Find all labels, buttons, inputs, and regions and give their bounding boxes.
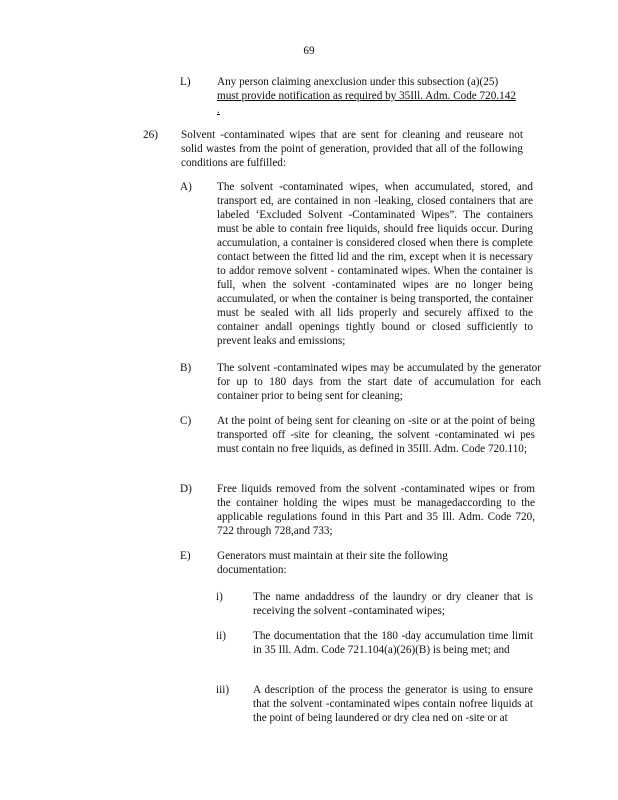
subsection-e-ii-label: ii)	[216, 630, 226, 642]
subsection-l-text-amended: must provide notification as required by 35Ill. Adm. Code 720.142 .	[217, 90, 516, 116]
subsection-a-text: The solvent -contaminated wipes, when accumulated, stored, and transport ed, are contained in non -leaking, closed containers that are labeled ‘Excluded Solvent -Contaminated Wipes”. The containers must be able to contain free liquids, should free liquids occur. During accumulation, a container is considered closed when there is complete contact between the fitted lid and the rim, except when it is necessary to addor remove solvent - contaminated wipes. When the container is full, when the solvent -contaminated wipes are no longer being accumulated, or when the container is being transported, the container must be sealed with all lids properly and securely affixed to the container andall openings tightly bound or closed sufficiently to prevent leaks and emissions;	[217, 181, 533, 347]
subsection-e-ii	[216, 629, 536, 673]
subsection-a	[180, 180, 540, 350]
subsection-e-label: E)	[180, 550, 191, 562]
subsection-d-text: Free liquids removed from the solvent -contaminated wipes or from the container holding the wipes must be managedaccording to the applicable regulations found in this Part and 35 Ill. Adm. Code 720, 722 through 728,and 733;	[217, 483, 535, 537]
subsection-d	[180, 482, 540, 540]
subsection-c	[180, 414, 540, 472]
subsection-26-text: Solvent -contaminated wipes that are sent for cleaning and reuseare not solid wastes from the point of generation, provided that all of the following conditions are fulfilled:	[181, 129, 523, 169]
subsection-b	[180, 361, 543, 405]
subsection-26	[143, 128, 528, 172]
subsection-l-text	[217, 75, 517, 117]
subsection-e	[180, 549, 480, 579]
subsection-c-text: At the point of being sent for cleaning on -site or at the point of being transported off -site for cleaning, the solvent -contaminated wi pes must contain no free liquids, as defined in 35Ill. Adm. Code 720.110;	[217, 415, 535, 455]
subsection-e-iii	[216, 683, 536, 727]
page-number: 69	[303, 45, 315, 57]
subsection-d-label: D)	[180, 483, 192, 495]
subsection-e-i-label: i)	[216, 591, 223, 603]
subsection-b-label: B)	[180, 362, 192, 374]
subsection-a-label: A)	[180, 181, 192, 193]
subsection-l-label: L)	[180, 76, 191, 88]
subsection-e-i-text: The name andaddress of the laundry or dry cleaner that is receiving the solvent -contaminated wipes;	[253, 591, 533, 617]
subsection-l-text-plain: Any person claiming anexclusion under this subsection (a)(25)	[217, 76, 499, 88]
subsection-e-ii-text: The documentation that the 180 -day accumulation time limit in 35 Ill. Adm. Code 721.104(a)(26)(B) is being met; and	[253, 630, 533, 656]
subsection-b-text: The solvent -contaminated wipes may be accumulated by the generator for up to 180 days from the start date of accumulation for each container prior to being sent for cleaning;	[217, 362, 541, 402]
subsection-26-label: 26)	[143, 129, 158, 141]
subsection-c-label: C)	[180, 415, 192, 427]
subsection-e-text: Generators must maintain at their site the following documentation:	[217, 550, 448, 576]
subsection-e-iii-text: A description of the process the generator is using to ensure that the solvent -contaminated wipes contain nofree liquids at the point of being laundered or dry clea ned on -site or at	[253, 684, 533, 724]
subsection-l	[180, 75, 530, 117]
subsection-e-iii-label: iii)	[216, 684, 230, 696]
subsection-e-i	[216, 590, 536, 620]
